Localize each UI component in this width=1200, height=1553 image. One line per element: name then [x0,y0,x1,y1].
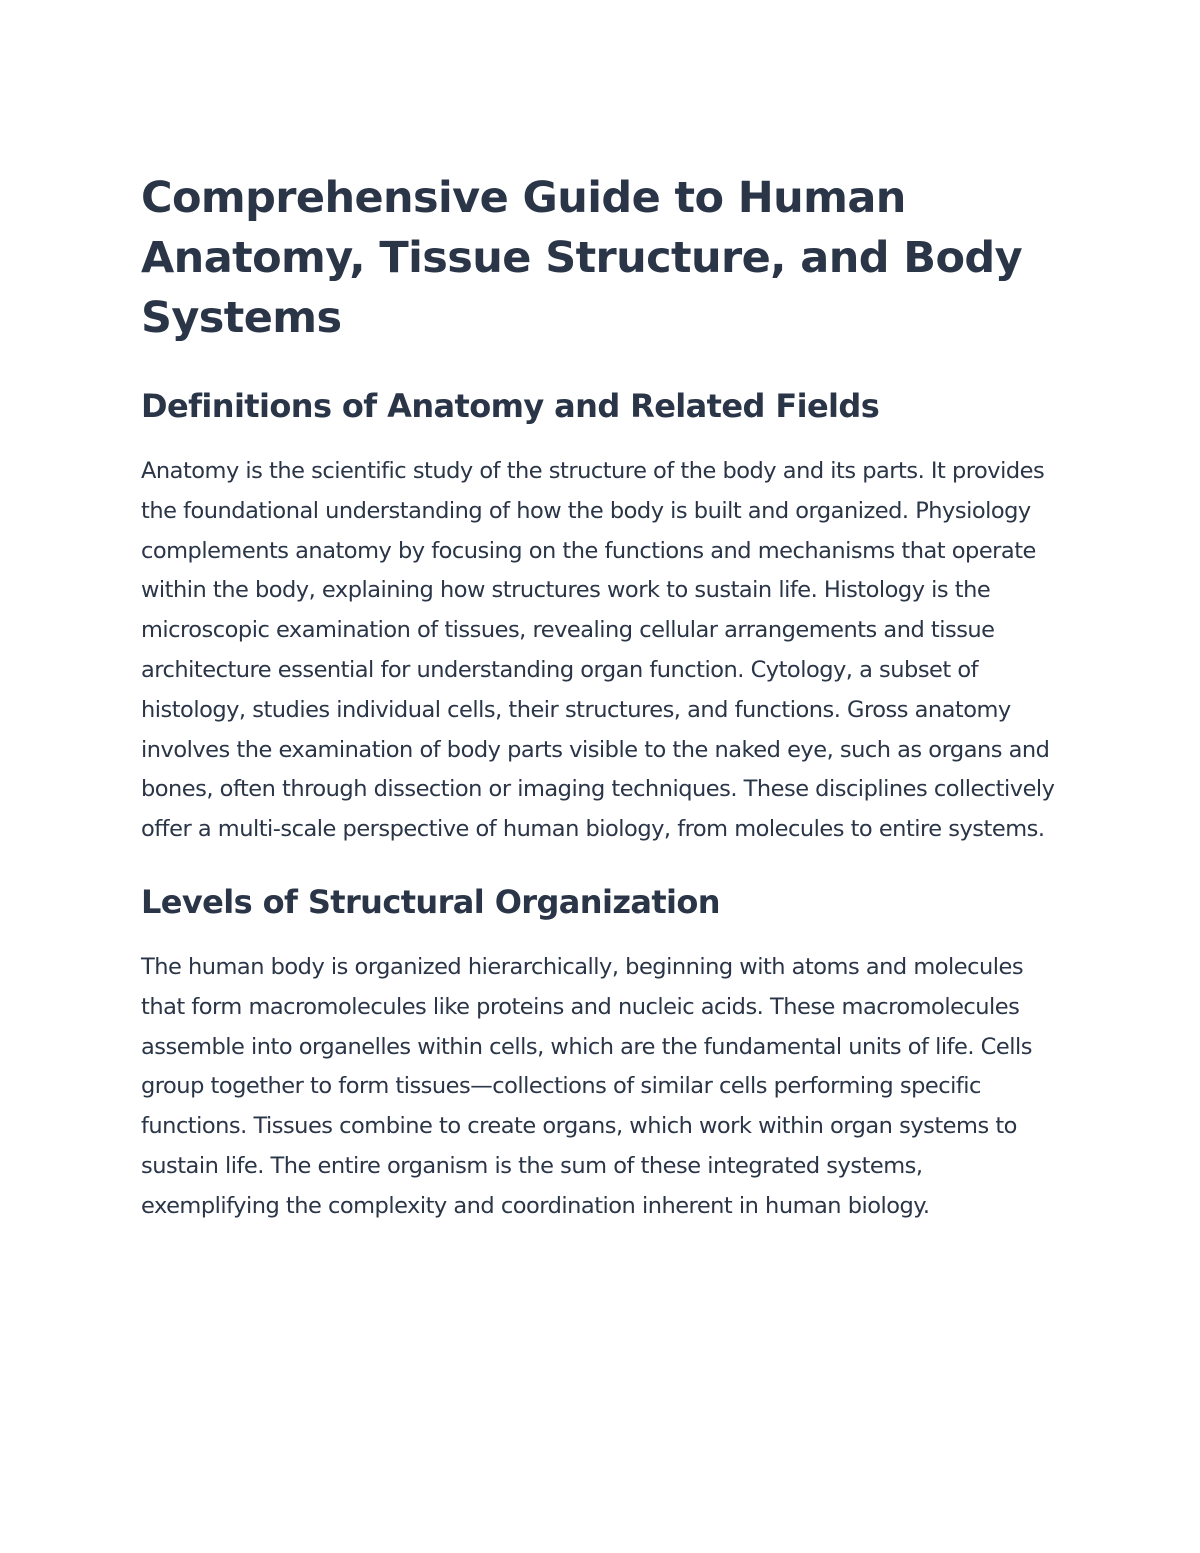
section-body-levels: The human body is organized hierarchically, beginning with atoms and molecules that form macromolecules like proteins and nucleic acids. These macromolecules assemble into organelles within cells, which are the fundamental units of life. Cells group together to form tissues—collections of similar cells performing specific functions. Tissues combine to create organs, which work within organ systems to sustain life. The entire organism is the sum of these integrated systems, exemplifying the complexity and coordination inherent in human biology. [141,953,1032,1219]
document-page [141,168,1066,1227]
section-body-definitions: Anatomy is the scientific study of the structure of the body and its parts. It provides the foundational understanding of how the body is built and organized. Physiology complements anatomy by focusing on the functions and mechanisms that operate within the body, explaining how structures work to sustain life. Histology is the microscopic examination of tissues, revealing cellular arrangements and tissue architecture essential for understanding organ function. Cytology, a subset of histology, studies individual cells, their structures, and functions. Gross anatomy involves the examination of body parts visible to the naked eye, such as organs and bones, often through dissection or imaging techniques. These disciplines collectively offer a multi-scale perspective of human biology, from molecules to entire systems. [141,458,1055,843]
document-title: Comprehensive Guide to Human Anatomy, Tissue Structure, and Body Systems [141,173,1022,343]
section-heading-definitions: Definitions of Anatomy and Related Fields [141,387,880,425]
section-heading-levels: Levels of Structural Organization [141,882,720,921]
